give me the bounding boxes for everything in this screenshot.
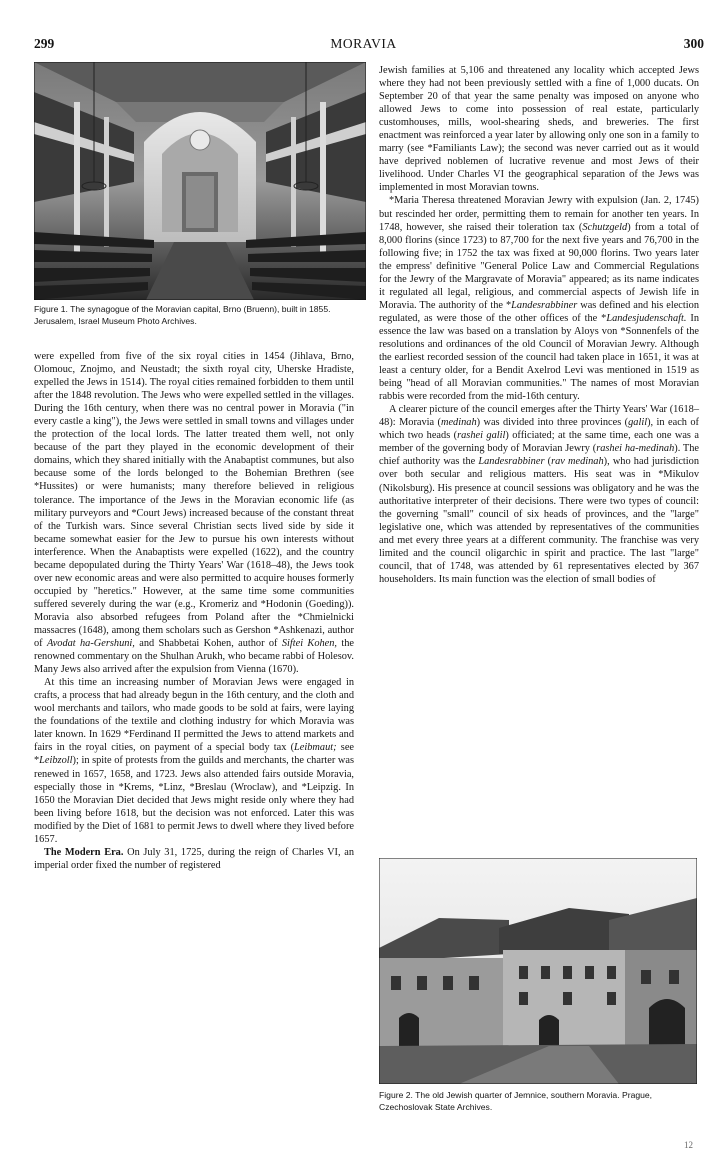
figure-1-photo	[34, 62, 366, 300]
section-heading-modern-era: The Modern Era.	[44, 846, 124, 858]
left-column	[34, 350, 354, 872]
figure-1-caption: Figure 1. The synagogue of the Moravian capital, Brno (Bruenn), built in 1855. Jerusalem, Israel Museum Photo Archives.	[34, 304, 331, 326]
right-paragraph-1: Jewish families at 5,106 and threatened any locality which accepted Jews where they had not been previously settled with a fine of 1,000 ducats. On September 20 of that year the same penalty was imposed on anyone who allowed Jews to come into possession of real estate, particularly customhouses, mills, wool-shearing sheds, and breweries. The first enactment was reinforced a year later by allowing only one son in a family to marry (see *Familiants Law); the second was never carried out as it would have deprived noblemen of lucrative revenue and most Jews of their livelihood. Under Charles VI the geographical separation of the Jews was implemented in most Moravian towns.	[379, 65, 699, 194]
page-number-right: 300	[683, 36, 704, 51]
page-footer-mark: 12	[684, 1140, 693, 1150]
figure-2-caption: Figure 2. The old Jewish quarter of Jemnice, southern Moravia. Prague, Czechoslovak State Archives.	[379, 1090, 653, 1112]
left-paragraph-3: The Modern Era. On July 31, 1725, during the reign of Charles VI, an imperial order fixed the number of registered	[34, 846, 354, 871]
left-paragraph-1: were expelled from five of the six royal cities in 1454 (Jihlava, Brno, Olomouc, Znojmo, and Neustadt; the sixth royal city, Uherske Hradiste, expelled the Jews in 1514). The royal cities remained forbidden to them until after the 1848 revolution. The Jews who were expelled settled in the villages. During the 16th century, when there was no central power in Moravia ("in every castle a king"), the Jews were settled in small towns and villages under the protection of the local lords. The latter treated them well, not only because of the part they played in the economic development of their domains, which they shared initially with the Anabaptist communes, but also because some of the lords belonged to the Bohemian Brethren (see *Hussites) or were humanists; many therefore believed in religious tolerance. The importance of the Jews in the Moravian economic life (as military purveyors and *Court Jews) increased because of the constant threat of the Turkish wars. Since several Christian sects lived side by side it became somewhat easier for the Jew to pursue his own interests without interference. When the Anabaptists were expelled (1622), and the country became depopulated during the Thirty Years' War (1618–48), the Jews took over new economic areas and were also permitted to acquire houses formerly occupied by "heretics." However, at the same time some communities suffered severely during the war (e.g., Kromeriz and *Hodonin (Goeding)). Moravia also absorbed refugees from Poland after the *Chmielnicki massacres (1648), among them scholars such as Gershon *Ashkenazi, author of Avodat ha-Gershuni, and Shabbetai Kohen, author of Siftei Kohen, the renowned commentary on the Shulhan Arukh, who became rabbi of Holesov. Many Jews also arrived after the expulsion from Vienna (1670).	[34, 351, 354, 676]
left-paragraph-2: At this time an increasing number of Moravian Jews were engaged in crafts, a process that had already begun in the 16th century, and the cloth and wool merchants and tailors, who made goods to be sold at fairs, were laying the foundations of the textile and clothing industry for which Moravia was later known. In 1629 *Ferdinand II permitted the Jews to attend markets and fairs in the royal cities, on payment of a special body tax (Leibmaut; see *Leibzoll); in spite of protests from the guilds and merchants, the charter was renewed in 1657, 1658, and 1723. Jews also attended fairs outside Moravia, especially those in *Krems, *Linz, *Breslau (Wroclaw), and *Leipzig. In 1650 the Moravian Diet decided that Jews might reside only where they had been living before 1618, but the decision was not enforced. Later this was modified by the Diet of 1681 to permit Jews to dwell where they lived before 1657.	[34, 677, 355, 845]
right-paragraph-2: *Maria Theresa threatened Moravian Jewry with expulsion (Jan. 2, 1745) but rescinded her order, permitting them to remain for another ten years. In 1748, however, she raised their toleration tax (Schutzgeld) from a total of 8,000 florins (since 1723) to 87,700 for the next five years and 76,700 in the following five; in 1752 the tax was fixed at 90,000 florins. Two years later the empress' definitive "General Police Law and Commercial Regulations for the Jewry of the Margravate of Moravia" appeared; as its name indicates it regulated all legal, religious, and commercial aspects of Jewish life in Moravia. The authority of the *Landesrabbiner was defined and his election regulated, as were those of the other offices of the *Landesjudenschaft. In essence the law was based on a translation by Aloys von *Sonnenfels of the resolutions and ordinances of the old Council of Moravian Jewry. Although the earliest recorded session of the council had taken place in 1651, it was at least a century older, for a Bendit Axelrod Levi was mentioned in 1519 as being "head of all Moravian communities." The names of most Moravian rabbis were recorded from the mid-16th century.	[379, 195, 699, 403]
right-paragraph-3: A clearer picture of the council emerges after the Thirty Years' War (1618–48): Moravia (medinah) was divided into three provinces (galil), in each of which two heads (rashei galil) officiated; at the same time, each one was a member of the governing body of Moravian Jewry (rashei ha-medinah). The chief authority was the Landesrabbiner (rav medinah), who had jurisdiction over both secular and religious matters. His seat was in *Mikulov (Nikolsburg). His presence at council sessions was obligatory and he was the authoritative interpreter of their decisions. There were two types of council: the governing "small" council of six heads of provinces, and the "large" legislative one, which was attended by representatives of the communities and met every three years at a different community. The franchise was very limited and the council oligarchic in spirit and practice. The last "large" council, that of 1748, was attended by 61 representatives elected by 367 householders. Its main function was the election of small bodies of	[379, 404, 700, 585]
figure-2-photo	[379, 858, 697, 1084]
right-column	[379, 64, 699, 586]
page-number-left: 299	[34, 36, 55, 51]
running-title: MORAVIA	[330, 36, 397, 51]
